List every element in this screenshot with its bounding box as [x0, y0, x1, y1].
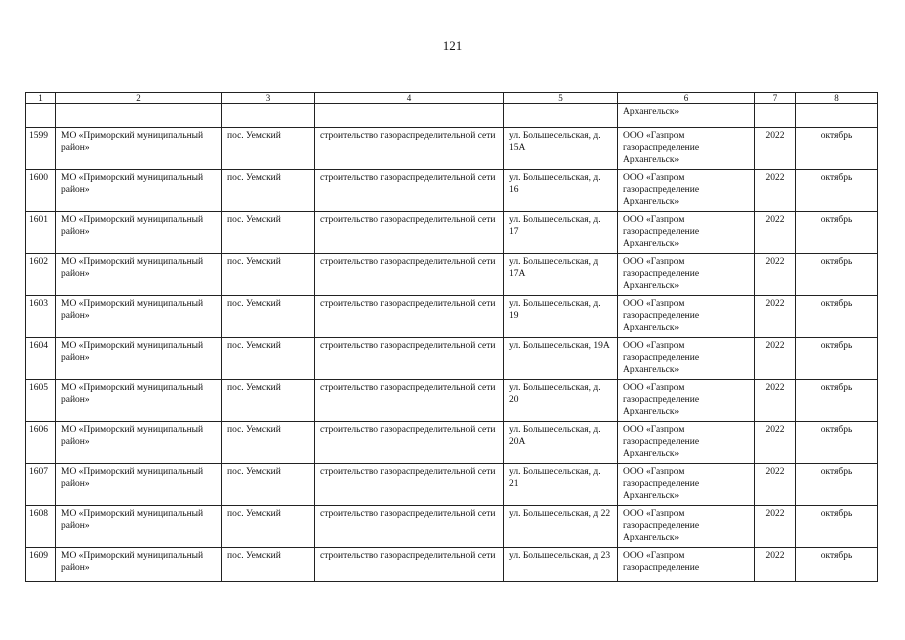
address-cell: ул. Большесельская, д. 20А: [504, 422, 618, 464]
month-cell: октябрь: [796, 128, 878, 170]
org-cell: ООО «Газпром газораспределение Архангельск»: [618, 338, 755, 380]
org-cell: ООО «Газпром газораспределение Архангельск»: [618, 464, 755, 506]
work-type-cell: строительство газораспределительной сети: [315, 464, 504, 506]
org-cell: ООО «Газпром газораспределение Архангельск»: [618, 506, 755, 548]
table-row: [26, 464, 878, 506]
municipality-cell: МО «Приморский муниципальный район»: [56, 464, 222, 506]
settlement-cell: пос. Уемский: [222, 128, 315, 170]
table-row: [26, 422, 878, 464]
year-cell: 2022: [755, 338, 796, 380]
page-number: 121: [442, 38, 463, 53]
document-table: [25, 92, 878, 582]
settlement-cell: пос. Уемский: [222, 506, 315, 548]
row-number-cell: 1605: [26, 380, 56, 422]
settlement-cell: пос. Уемский: [222, 254, 315, 296]
address-cell: ул. Большесельская, д 23: [504, 548, 618, 582]
municipality-cell: МО «Приморский муниципальный район»: [56, 170, 222, 212]
address-cell: ул. Большесельская, д. 21: [504, 464, 618, 506]
settlement-cell: пос. Уемский: [222, 464, 315, 506]
row-number-cell: 1607: [26, 464, 56, 506]
table-row: [26, 380, 878, 422]
year-cell: 2022: [755, 506, 796, 548]
org-cell: ООО «Газпром газораспределение Архангельск»: [618, 254, 755, 296]
column-header: 5: [504, 93, 618, 104]
month-cell: октябрь: [796, 338, 878, 380]
municipality-cell: МО «Приморский муниципальный район»: [56, 422, 222, 464]
address-cell: ул. Большесельская, д. 20: [504, 380, 618, 422]
month-cell: октябрь: [796, 380, 878, 422]
row-number-cell: 1609: [26, 548, 56, 582]
month-cell: октябрь: [796, 170, 878, 212]
column-header: 3: [222, 93, 315, 104]
column-number-row: [26, 93, 878, 104]
table-cell: [755, 104, 796, 128]
row-number-cell: 1604: [26, 338, 56, 380]
table-cell: [315, 104, 504, 128]
municipality-cell: МО «Приморский муниципальный район»: [56, 212, 222, 254]
work-type-cell: строительство газораспределительной сети: [315, 170, 504, 212]
year-cell: 2022: [755, 464, 796, 506]
row-number-cell: 1599: [26, 128, 56, 170]
settlement-cell: пос. Уемский: [222, 422, 315, 464]
municipality-cell: МО «Приморский муниципальный район»: [56, 338, 222, 380]
work-type-cell: строительство газораспределительной сети: [315, 254, 504, 296]
row-number-cell: 1600: [26, 170, 56, 212]
month-cell: октябрь: [796, 422, 878, 464]
work-type-cell: строительство газораспределительной сети: [315, 128, 504, 170]
month-cell: октябрь: [796, 254, 878, 296]
work-type-cell: строительство газораспределительной сети: [315, 296, 504, 338]
row-number-cell: 1608: [26, 506, 56, 548]
year-cell: 2022: [755, 128, 796, 170]
settlement-cell: пос. Уемский: [222, 338, 315, 380]
year-cell: 2022: [755, 212, 796, 254]
work-type-cell: строительство газораспределительной сети: [315, 506, 504, 548]
table-cell: [222, 104, 315, 128]
municipality-cell: МО «Приморский муниципальный район»: [56, 254, 222, 296]
year-cell: 2022: [755, 422, 796, 464]
org-cell: ООО «Газпром газораспределение Архангельск»: [618, 422, 755, 464]
address-cell: ул. Большесельская, д. 16: [504, 170, 618, 212]
address-cell: ул. Большесельская, д. 19: [504, 296, 618, 338]
address-cell: ул. Большесельская, д. 17: [504, 212, 618, 254]
month-cell: октябрь: [796, 464, 878, 506]
settlement-cell: пос. Уемский: [222, 170, 315, 212]
org-cell: ООО «Газпром газораспределение Архангельск»: [618, 296, 755, 338]
row-number-cell: 1602: [26, 254, 56, 296]
work-type-cell: строительство газораспределительной сети: [315, 380, 504, 422]
settlement-cell: пос. Уемский: [222, 380, 315, 422]
municipality-cell: МО «Приморский муниципальный район»: [56, 506, 222, 548]
org-cell: ООО «Газпром газораспределение Архангельск»: [618, 128, 755, 170]
municipality-cell: МО «Приморский муниципальный район»: [56, 128, 222, 170]
table-row: [26, 338, 878, 380]
year-cell: 2022: [755, 170, 796, 212]
column-header: 4: [315, 93, 504, 104]
year-cell: 2022: [755, 254, 796, 296]
year-cell: 2022: [755, 296, 796, 338]
work-type-cell: строительство газораспределительной сети: [315, 212, 504, 254]
column-header: 7: [755, 93, 796, 104]
month-cell: октябрь: [796, 506, 878, 548]
municipality-cell: МО «Приморский муниципальный район»: [56, 548, 222, 582]
table-row: [26, 170, 878, 212]
org-cell: ООО «Газпром газораспределение: [618, 548, 755, 582]
org-cell: ООО «Газпром газораспределение Архангельск»: [618, 212, 755, 254]
column-header: 6: [618, 93, 755, 104]
row-number-cell: 1606: [26, 422, 56, 464]
table-row: [26, 296, 878, 338]
table-row: [26, 506, 878, 548]
month-cell: октябрь: [796, 296, 878, 338]
table-row: [26, 254, 878, 296]
org-cell: ООО «Газпром газораспределение Архангельск»: [618, 380, 755, 422]
month-cell: октябрь: [796, 548, 878, 582]
row-number-cell: 1603: [26, 296, 56, 338]
table-row: [26, 128, 878, 170]
settlement-cell: пос. Уемский: [222, 212, 315, 254]
municipality-cell: МО «Приморский муниципальный район»: [56, 380, 222, 422]
settlement-cell: пос. Уемский: [222, 548, 315, 582]
continuation-row: [26, 104, 878, 128]
address-cell: ул. Большесельская, д 17А: [504, 254, 618, 296]
municipality-cell: МО «Приморский муниципальный район»: [56, 296, 222, 338]
work-type-cell: строительство газораспределительной сети: [315, 422, 504, 464]
address-cell: ул. Большесельская, д 22: [504, 506, 618, 548]
column-header: 2: [56, 93, 222, 104]
column-header: 1: [26, 93, 56, 104]
table-cell: [504, 104, 618, 128]
year-cell: 2022: [755, 380, 796, 422]
address-cell: ул. Большесельская, 19А: [504, 338, 618, 380]
table-row: [26, 212, 878, 254]
column-header: 8: [796, 93, 878, 104]
org-cell: Архангельск»: [618, 104, 755, 128]
org-cell: ООО «Газпром газораспределение Архангельск»: [618, 170, 755, 212]
table-row: [26, 548, 878, 582]
row-number-cell: 1601: [26, 212, 56, 254]
year-cell: 2022: [755, 548, 796, 582]
table-cell: [56, 104, 222, 128]
address-cell: ул. Большесельская, д. 15А: [504, 128, 618, 170]
table-cell: [796, 104, 878, 128]
month-cell: октябрь: [796, 212, 878, 254]
work-type-cell: строительство газораспределительной сети: [315, 338, 504, 380]
settlement-cell: пос. Уемский: [222, 296, 315, 338]
table-cell: [26, 104, 56, 128]
work-type-cell: строительство газораспределительной сети: [315, 548, 504, 582]
